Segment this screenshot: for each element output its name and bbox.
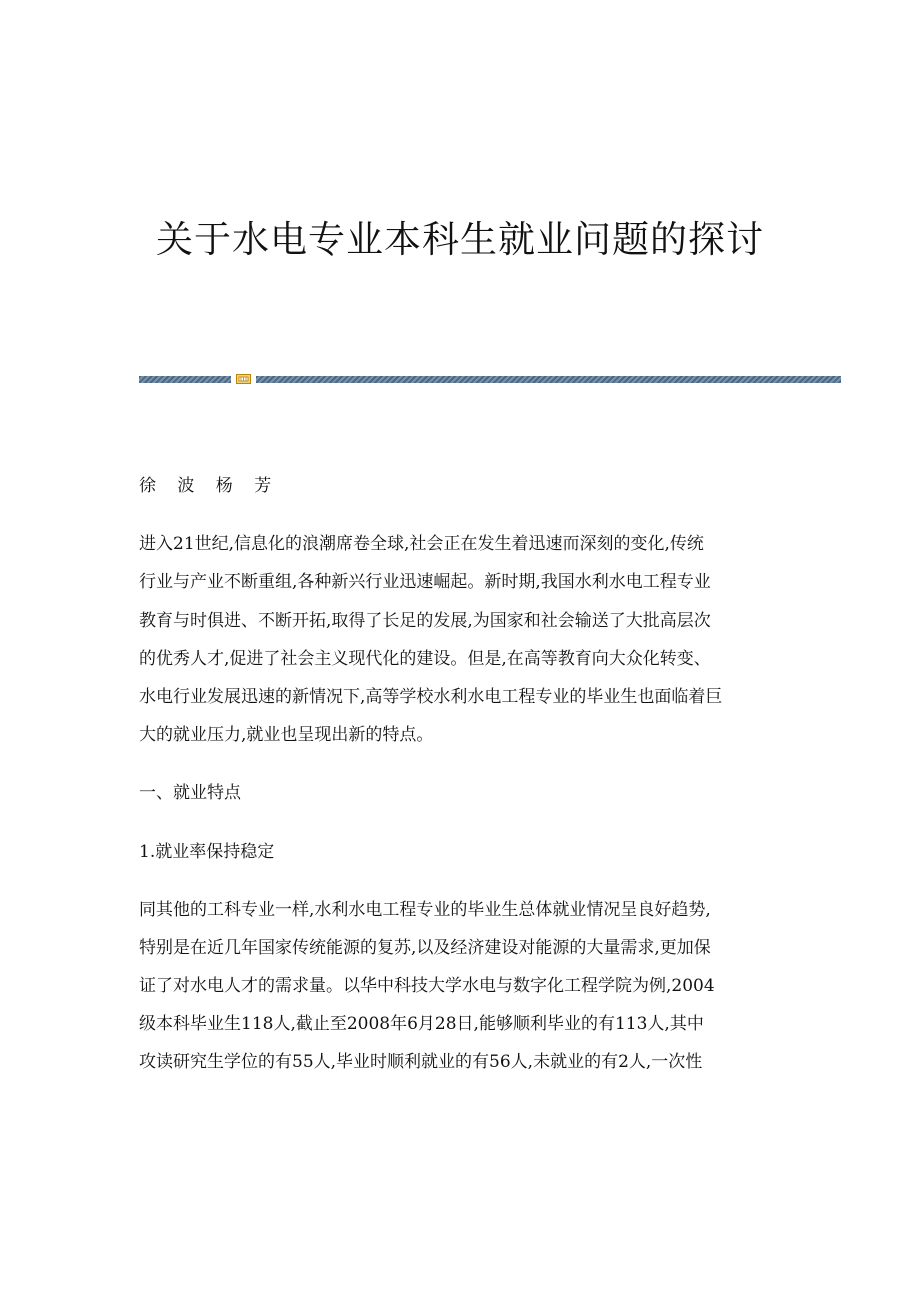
- text-line: 进入21世纪,信息化的浪潮席卷全球,社会正在发生着迅速而深刻的变化,传统: [139, 534, 704, 555]
- divider-bar-left: [139, 376, 231, 383]
- section-heading: 一、就业特点: [139, 783, 241, 804]
- authors: 徐 波 杨 芳: [139, 476, 280, 496]
- paragraph-employment: [139, 891, 779, 1082]
- subsection-heading: 1.就业率保持稳定: [139, 841, 275, 862]
- text-line: 证了对水电人才的需求量。以华中科技大学水电与数字化工程学院为例,2004: [139, 976, 715, 997]
- text-line: 特别是在近几年国家传统能源的复苏,以及经济建设对能源的大量需求,更加保: [139, 937, 711, 958]
- document-body: [139, 467, 779, 1082]
- divider-ornament-icon: [236, 374, 251, 384]
- title-divider: [139, 374, 841, 384]
- document-title: 关于水电专业本科生就业问题的探讨: [156, 218, 764, 261]
- divider-bar-right: [256, 376, 841, 383]
- text-line: 水电行业发展迅速的新情况下,高等学校水利水电工程专业的毕业生也面临着巨: [139, 686, 723, 707]
- text-line: 大的就业压力,就业也呈现出新的特点。: [139, 725, 434, 746]
- text-line: 教育与时俱进、不断开拓,取得了长足的发展,为国家和社会输送了大批高层次: [139, 610, 711, 631]
- text-line: 同其他的工科专业一样,水利水电工程专业的毕业生总体就业情况呈良好趋势,: [139, 899, 711, 920]
- paragraph-intro: [139, 525, 779, 754]
- text-line: 的优秀人才,促进了社会主义现代化的建设。但是,在高等教育向大众化转变、: [139, 648, 711, 669]
- text-line: 行业与产业不断重组,各种新兴行业迅速崛起。新时期,我国水利水电工程专业: [139, 572, 711, 593]
- text-line: 攻读研究生学位的有55人,毕业时顺利就业的有56人,未就业的有2人,一次性: [139, 1052, 703, 1073]
- text-line: 级本科毕业生118人,截止至2008年6月28日,能够顺利毕业的有113人,其中: [139, 1014, 704, 1035]
